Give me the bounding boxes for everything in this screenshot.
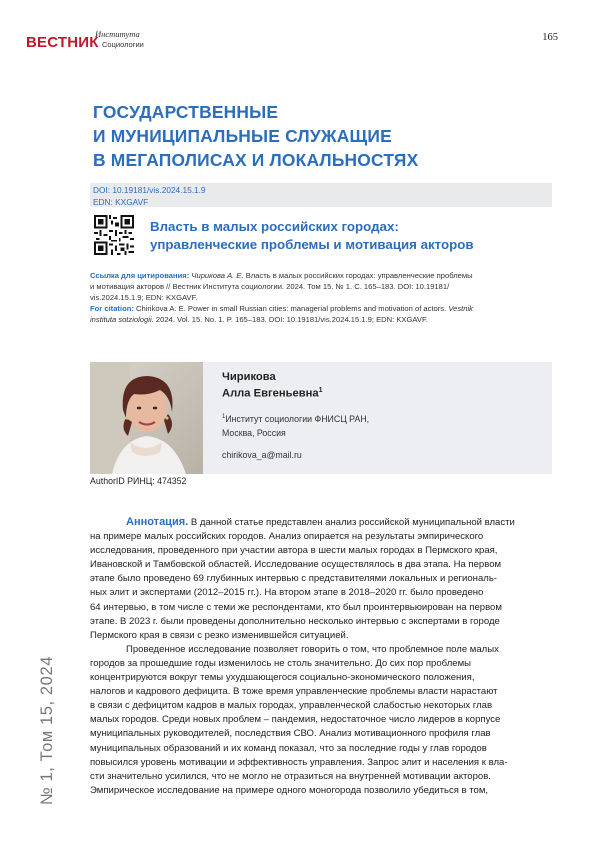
abstract-line [90,515,560,530]
article-title-line: Власть в малых российских городах: [150,219,399,234]
abstract-line: в связи с дефицитом кадров в малых городах, управленческой слабостью некоторых глав [90,700,493,712]
issue-label: № 1, Том 15, 2024 [38,656,56,805]
citation-ru-text: Власть в малых российских городах: управленческие проблемы [245,271,473,280]
abstract-line: налогов и кадрового дефицита. В тоже время управленческие проблемы власти нарастают [90,686,498,698]
author-given-line [222,384,322,401]
page-number: 165 [542,32,558,43]
citation-ru-author: Чирикова А. Е. [191,271,244,280]
abstract-line: городов за прошедшие годы изменилось не столь значительно. До сих пор проблемы [90,657,471,669]
citation-ru-label: Ссылка для цитирования: [90,271,190,280]
affil-city: Москва, Россия [222,427,286,438]
author-affiliation [222,410,369,440]
citation-en-journal: instituta sotziologii. [90,314,154,324]
abstract-line: 64 интервью, в том числе с теми же респондентами, кто был проинтервьюирован на первом [90,601,502,613]
abstract-line: на примере малых российских городов. Анализ опирается на результаты эмпирического [90,531,484,543]
abstract-line: ных элит и экспертами (2012–2015 гг.). На втором этапе в 2018–2020 гг. было проведено [90,587,484,599]
citation-en-text: Chirikova A. E. Power in small Russian cities: managerial problems and motivation of actors. [136,303,447,313]
author-surname: Чирикова [222,371,276,383]
qr-code-icon [94,215,134,255]
section-title [93,100,533,172]
citation-en-line [90,304,560,315]
logo-main-text: ВЕСТНИК [26,34,99,51]
abstract-line: малых городов. Среди новых проблем – пандемия, недостаточное число лидеров в корпусе [90,714,501,726]
logo-sub-text: Социологии [102,40,144,49]
section-title-line: И МУНИЦИПАЛЬНЫЕ СЛУЖАЩИЕ [93,126,392,146]
citation-block [90,271,560,326]
citation-en-line [90,315,560,326]
section-title-line: ГОСУДАРСТВЕННЫЕ [93,102,279,122]
abstract-label: Аннотация. [126,516,189,528]
logo-script-text: Института [95,29,140,39]
citation-en-text: 2024. Vol. 15. No. 1. P. 165–183. DOI: 10.19181/vis.2024.15.1.9; EDN: KXGAVF. [155,314,428,324]
author-given: Алла Евгеньевна [222,387,319,400]
abstract [90,515,560,798]
abstract-line: Проведенное исследование позволяет говорить о том, что проблемное поле малых [126,643,499,655]
section-title-line: В МЕГАПОЛИСАХ И ЛОКАЛЬНОСТЯХ [93,150,419,170]
doi-text: DOI: 10.19181/vis.2024.15.1.9 [93,185,206,195]
abstract-line: этапе. В 2023 г. были проведены дополнительно несколько интервью с экспертами в городе [90,615,500,627]
abstract-text: В данной статье представлен анализ российской муниципальной власти [190,517,515,528]
citation-en-label: For citation: [90,303,134,313]
abstract-line: повысился уровень мотивации и эффективность управления. Запрос элит и населения к вла- [90,756,508,768]
citation-ru-line: и мотивация акторов // Вестник Института социологии. 2024. Том 15. № 1. С. 165–183. DOI: 10.19181/ [90,281,450,291]
abstract-line: Эмпирическое исследование на примере одного моногорода позволило убедиться в том, [90,784,489,796]
citation-ru-line: vis.2024.15.1.9; EDN: KXGAVF. [90,292,198,302]
author-id: AuthorID РИНЦ: 474352 [90,476,187,486]
abstract-line: исследования, проведенного при участии автора в шести малых городах в Пермского края, [90,545,498,557]
affil-sup: 1 [222,414,226,420]
affil-org: Институт социологии ФНИСЦ РАН, [225,413,370,424]
author-photo [90,362,203,474]
author-email[interactable]: chirikova_a@mail.ru [222,450,302,460]
abstract-line: Пермского края в связи с резко изменившейся ситуацией. [90,629,349,641]
issue-sidebar [38,656,58,814]
author-sup: 1 [318,387,323,394]
abstract-line: муниципальных руководителей, последствия СВО. Анализ мотивационного профиля глав [90,728,491,740]
article-title-line: управленческие проблемы и мотивация акторов [150,237,474,252]
author-name [222,371,322,401]
journal-logo [26,30,176,54]
edn-text: EDN: KXGAVF [93,197,149,207]
abstract-line: муниципальных образований и их команд показал, что за последние годы у глав городов [90,742,487,754]
abstract-line: этапе было проведено 69 глубинных интервью с представителями локальных и региональ- [90,573,497,585]
citation-ru-line [90,271,560,282]
affil-org-line [222,410,369,426]
abstract-line: концентрируются вокруг темы ухудшающегося социально-экономического положения, [90,672,475,684]
citation-en-journal: Vestnik [448,303,473,313]
article-title [150,218,550,254]
abstract-line: сти значительно усилился, что не могло не отразиться на внутренней мотивации акторов. [90,770,491,782]
abstract-line: Ивановской и Тамбовской областей. Исследование осуществлялось в два этапа. На первом [90,559,502,571]
